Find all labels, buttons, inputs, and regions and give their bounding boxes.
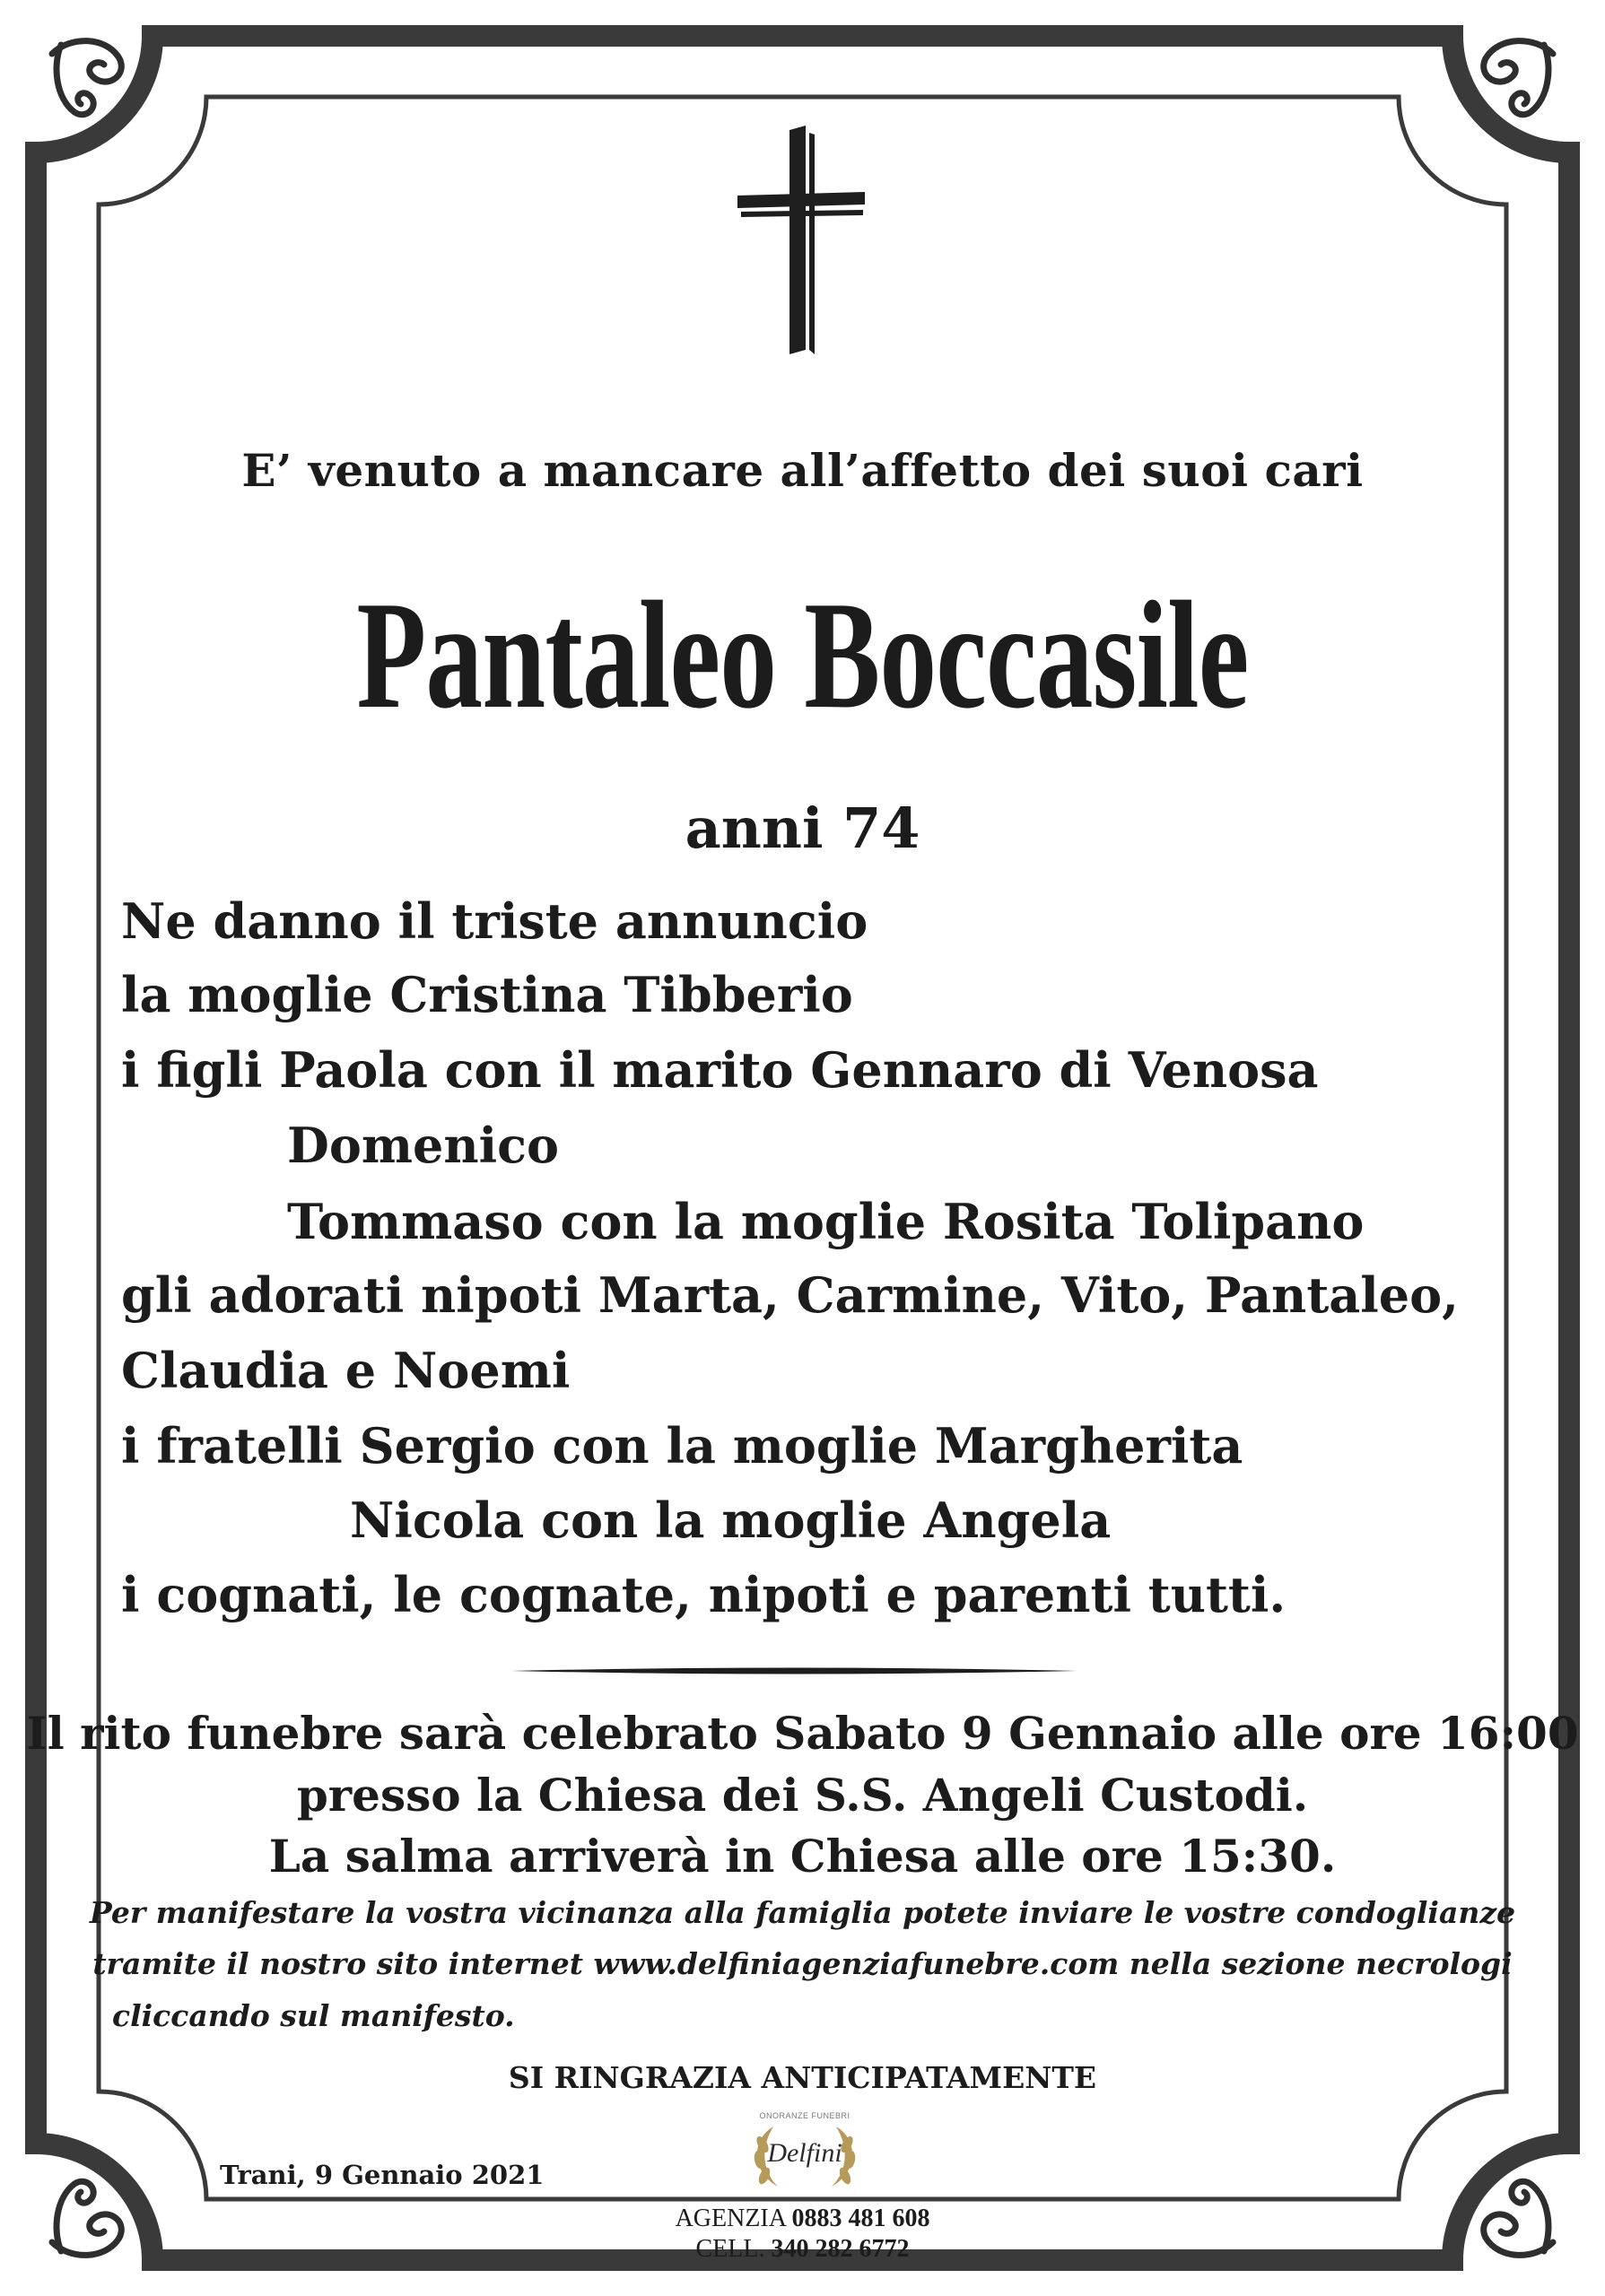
announcement-line: Ne danno il triste annuncio	[121, 892, 868, 950]
agency-cell-number: 340 282 6772	[771, 2235, 910, 2263]
divider	[511, 1665, 1077, 1677]
announcement-line: i fratelli Sergio con la moglie Margherita	[121, 1417, 1243, 1474]
condolences-line: cliccando sul manifesto.	[112, 1998, 515, 2033]
announcement-line: i figli Paola con il marito Gennaro di Venosa	[121, 1041, 1319, 1099]
announcement-line: Domenico	[287, 1117, 560, 1174]
agency-logo	[737, 2104, 872, 2198]
cross-icon	[734, 126, 868, 359]
corner-ornament-icon	[34, 27, 142, 126]
corner-ornament-icon	[1463, 27, 1571, 126]
intro-text: E’ venuto a mancare all’affetto dei suoi cari	[241, 444, 1364, 497]
announcement-line: Tommaso con la moglie Rosita Tolipano	[287, 1193, 1365, 1250]
condolences-line: tramite il nostro sito internet www.delfiniagenziafunebre.com nella sezione necrologi	[92, 1946, 1513, 1981]
announcement-line: Nicola con la moglie Angela	[350, 1492, 1112, 1549]
rite-line: Il rito funebre sarà celebrato Sabato 9 Gennaio alle ore 16:00	[26, 1707, 1579, 1760]
agency-cell-label: CELL.	[695, 2235, 765, 2263]
announcement-line: Claudia e Noemi	[121, 1342, 571, 1399]
announcement-line: gli adorati nipoti Marta, Carmine, Vito, Pantaleo,	[121, 1266, 1459, 1324]
thanks-text: SI RINGRAZIA ANTICIPATAMENTE	[508, 2060, 1097, 2095]
deceased-name: Pantaleo Boccasile	[356, 570, 1249, 741]
rite-line: La salma arriverà in Chiesa alle ore 15:30.	[268, 1830, 1337, 1883]
agency-phone	[0, 2205, 1605, 2233]
agency-cell	[0, 2235, 1605, 2264]
condolences-line: Per manifestare la vostra vicinanza alla famiglia potete inviare le vostre condoglianze	[89, 1895, 1516, 1930]
rite-line: presso la Chiesa dei S.S. Angeli Custodi.	[296, 1769, 1309, 1822]
logo-top-text: ONORANZE FUNEBRI	[759, 2111, 850, 2120]
announcement-line: la moglie Cristina Tibberio	[121, 966, 853, 1023]
agency-phone-number: 0883 481 608	[791, 2205, 930, 2232]
place-date: Trani, 9 Gennaio 2021	[220, 2160, 545, 2190]
agency-phone-label: AGENZIA	[675, 2205, 786, 2232]
logo-name: Delfini	[767, 2138, 842, 2168]
announcement-line: i cognati, le cognate, nipoti e parenti tutti.	[121, 1566, 1287, 1623]
deceased-age: anni 74	[685, 796, 920, 861]
